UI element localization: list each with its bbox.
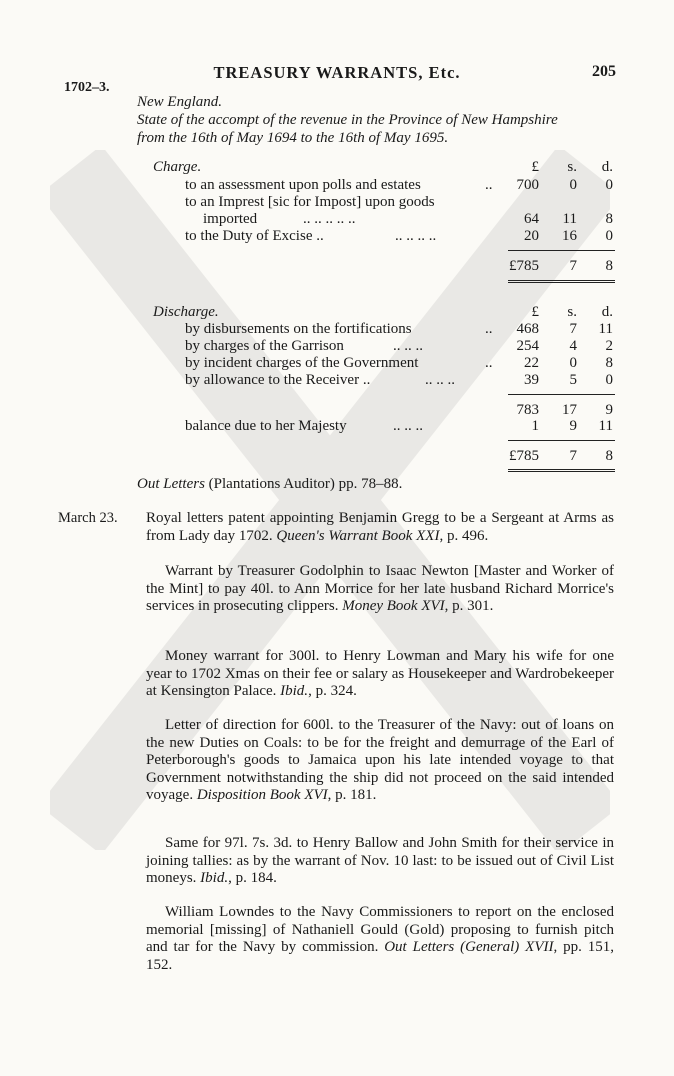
discharge-column-headers: £ s. d. (531, 304, 613, 320)
date-marginal: March 23. (58, 510, 118, 526)
col-pence: d. (601, 159, 613, 175)
entry-paragraph: Money warrant for 300l. to Henry Lowman and Mary his wife for one year to 1702 Xmas on their fee or salary as Housekeeper and Wardrobekeeper at Kensington Palace. Ibid., p. 324. (146, 648, 614, 699)
double-rule (508, 469, 615, 472)
statement-source: Out Letters (Plantations Auditor) pp. 78–88. (137, 476, 403, 492)
rule (508, 394, 615, 395)
running-header: TREASURY WARRANTS, Etc. (213, 63, 461, 82)
col-pounds: £ (531, 159, 539, 175)
charge-row: to an Imprest [sic for Impost] upon goods (185, 194, 435, 210)
discharge-row: by charges of the Garrison .. .. .. 254 4 2 (185, 338, 613, 354)
charge-row: to an assessment upon polls and estates .. 700 0 0 (185, 177, 613, 193)
rule (508, 440, 615, 441)
statement-place: New England. (137, 94, 222, 110)
entry-paragraph: William Lowndes to the Navy Commissioners to report on the enclosed memorial [missing] of Nathaniell Gould (Gold) proposing to furnish pitch and tar for the Navy by commission. Out Letters (General) XVII, pp. 151, 152. (146, 904, 615, 973)
year-marginal: 1702–3. (64, 80, 110, 95)
charge-row: to the Duty of Excise .. .. .. .. .. 20 16 0 (185, 228, 613, 244)
balance-row: balance due to her Majesty .. .. .. 1 9 11 (185, 418, 613, 434)
discharge-row: by disbursements on the fortifications .. 468 7 11 (185, 321, 613, 337)
page-number: 205 (592, 63, 616, 80)
charge-total-row: £785 7 8 (509, 258, 613, 274)
rule (508, 250, 615, 251)
charge-heading: Charge. (153, 159, 202, 175)
entry-paragraph: Same for 97l. 7s. 3d. to Henry Ballow and John Smith for their service in joining tallies: as by the warrant of Nov. 10 last: to be issued out of Civil List moneys. Ibid., p. 184. (146, 835, 614, 886)
entry-paragraph: Letter of direction for 600l. to the Treasurer of the Navy: out of loans on the new Duties on Coals: to be for the freight and demurrage of the Earl of Peterborough's goods to Jamaica upon his late intended voyage to that Government notwithstanding the ship did not proceed on the said intended voyage. Disposition Book XVI, p. 181. (146, 717, 614, 803)
discharge-row: by incident charges of the Government .. 22 0 8 (185, 355, 613, 371)
double-rule (508, 280, 615, 283)
charge-column-headers (185, 158, 615, 176)
col-shillings: s. (567, 159, 577, 175)
entry-paragraph: Royal letters patent appointing Benjamin Gregg to be a Sergeant at Arms as from Lady day 1702. Queen's Warrant Book XXI, p. 496. (146, 510, 614, 544)
charge-row: imported .. .. .. .. .. 64 11 8 (203, 211, 613, 227)
statement-title-line1: State of the accompt of the revenue in the Province of New Hampshire (137, 112, 558, 128)
discharge-heading: Discharge. (153, 304, 219, 320)
statement-title-line2: from the 16th of May 1694 to the 16th of May 1695. (137, 130, 449, 146)
discharge-total-row: £785 7 8 (509, 448, 613, 464)
discharge-subtotal-row: 783 17 9 (516, 402, 613, 418)
discharge-row: by allowance to the Receiver .. .. .. .. 39 5 0 (185, 372, 613, 388)
entry-paragraph: Warrant by Treasurer Godolphin to Isaac Newton [Master and Worker of the Mint] to pay 40l. to Ann Morrice for her late husband Richard Morrice's services in prosecuting clippers. Money Book XVI, p. 301. (146, 563, 614, 614)
